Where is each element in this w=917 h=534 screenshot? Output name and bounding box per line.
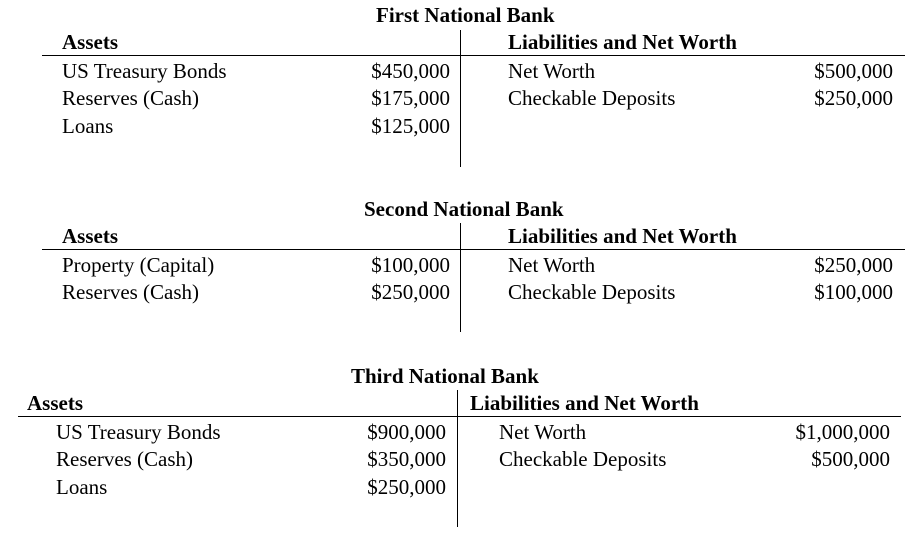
asset-value: $250,000 (371, 280, 450, 304)
liabilities-header: Liabilities and Net Worth (470, 391, 699, 415)
asset-label: Reserves (Cash) (62, 86, 200, 110)
bank-title: Third National Bank (351, 364, 539, 388)
asset-value: $100,000 (371, 253, 450, 277)
asset-label: Reserves (Cash) (56, 447, 194, 471)
bank-title: Second National Bank (364, 197, 564, 221)
liability-label: Net Worth (508, 253, 596, 277)
assets-header: Assets (62, 30, 118, 54)
liability-label: Checkable Deposits (499, 447, 667, 471)
asset-value: $125,000 (371, 114, 450, 138)
asset-value: $900,000 (367, 420, 446, 444)
liability-value: $100,000 (814, 280, 893, 304)
liability-label: Checkable Deposits (508, 86, 676, 110)
t-account-horizontal-rule (18, 416, 901, 417)
asset-label: Loans (56, 475, 108, 499)
assets-header: Assets (27, 391, 83, 415)
liability-label: Net Worth (508, 59, 596, 83)
asset-label: Reserves (Cash) (62, 280, 200, 304)
liabilities-header: Liabilities and Net Worth (508, 30, 737, 54)
asset-label: Loans (62, 114, 114, 138)
liability-label: Checkable Deposits (508, 280, 676, 304)
asset-value: $175,000 (371, 86, 450, 110)
liabilities-header: Liabilities and Net Worth (508, 224, 737, 248)
liability-value: $1,000,000 (795, 420, 890, 444)
t-account-vertical-rule (457, 390, 458, 527)
liability-label: Net Worth (499, 420, 587, 444)
liability-value: $500,000 (811, 447, 890, 471)
asset-label: Property (Capital) (62, 253, 215, 277)
assets-header: Assets (62, 224, 118, 248)
asset-label: US Treasury Bonds (56, 420, 221, 444)
liability-value: $250,000 (814, 253, 893, 277)
bank-title: First National Bank (376, 3, 555, 27)
asset-label: US Treasury Bonds (62, 59, 227, 83)
asset-value: $350,000 (367, 447, 446, 471)
liability-value: $250,000 (814, 86, 893, 110)
liability-value: $500,000 (814, 59, 893, 83)
asset-value: $250,000 (367, 475, 446, 499)
asset-value: $450,000 (371, 59, 450, 83)
